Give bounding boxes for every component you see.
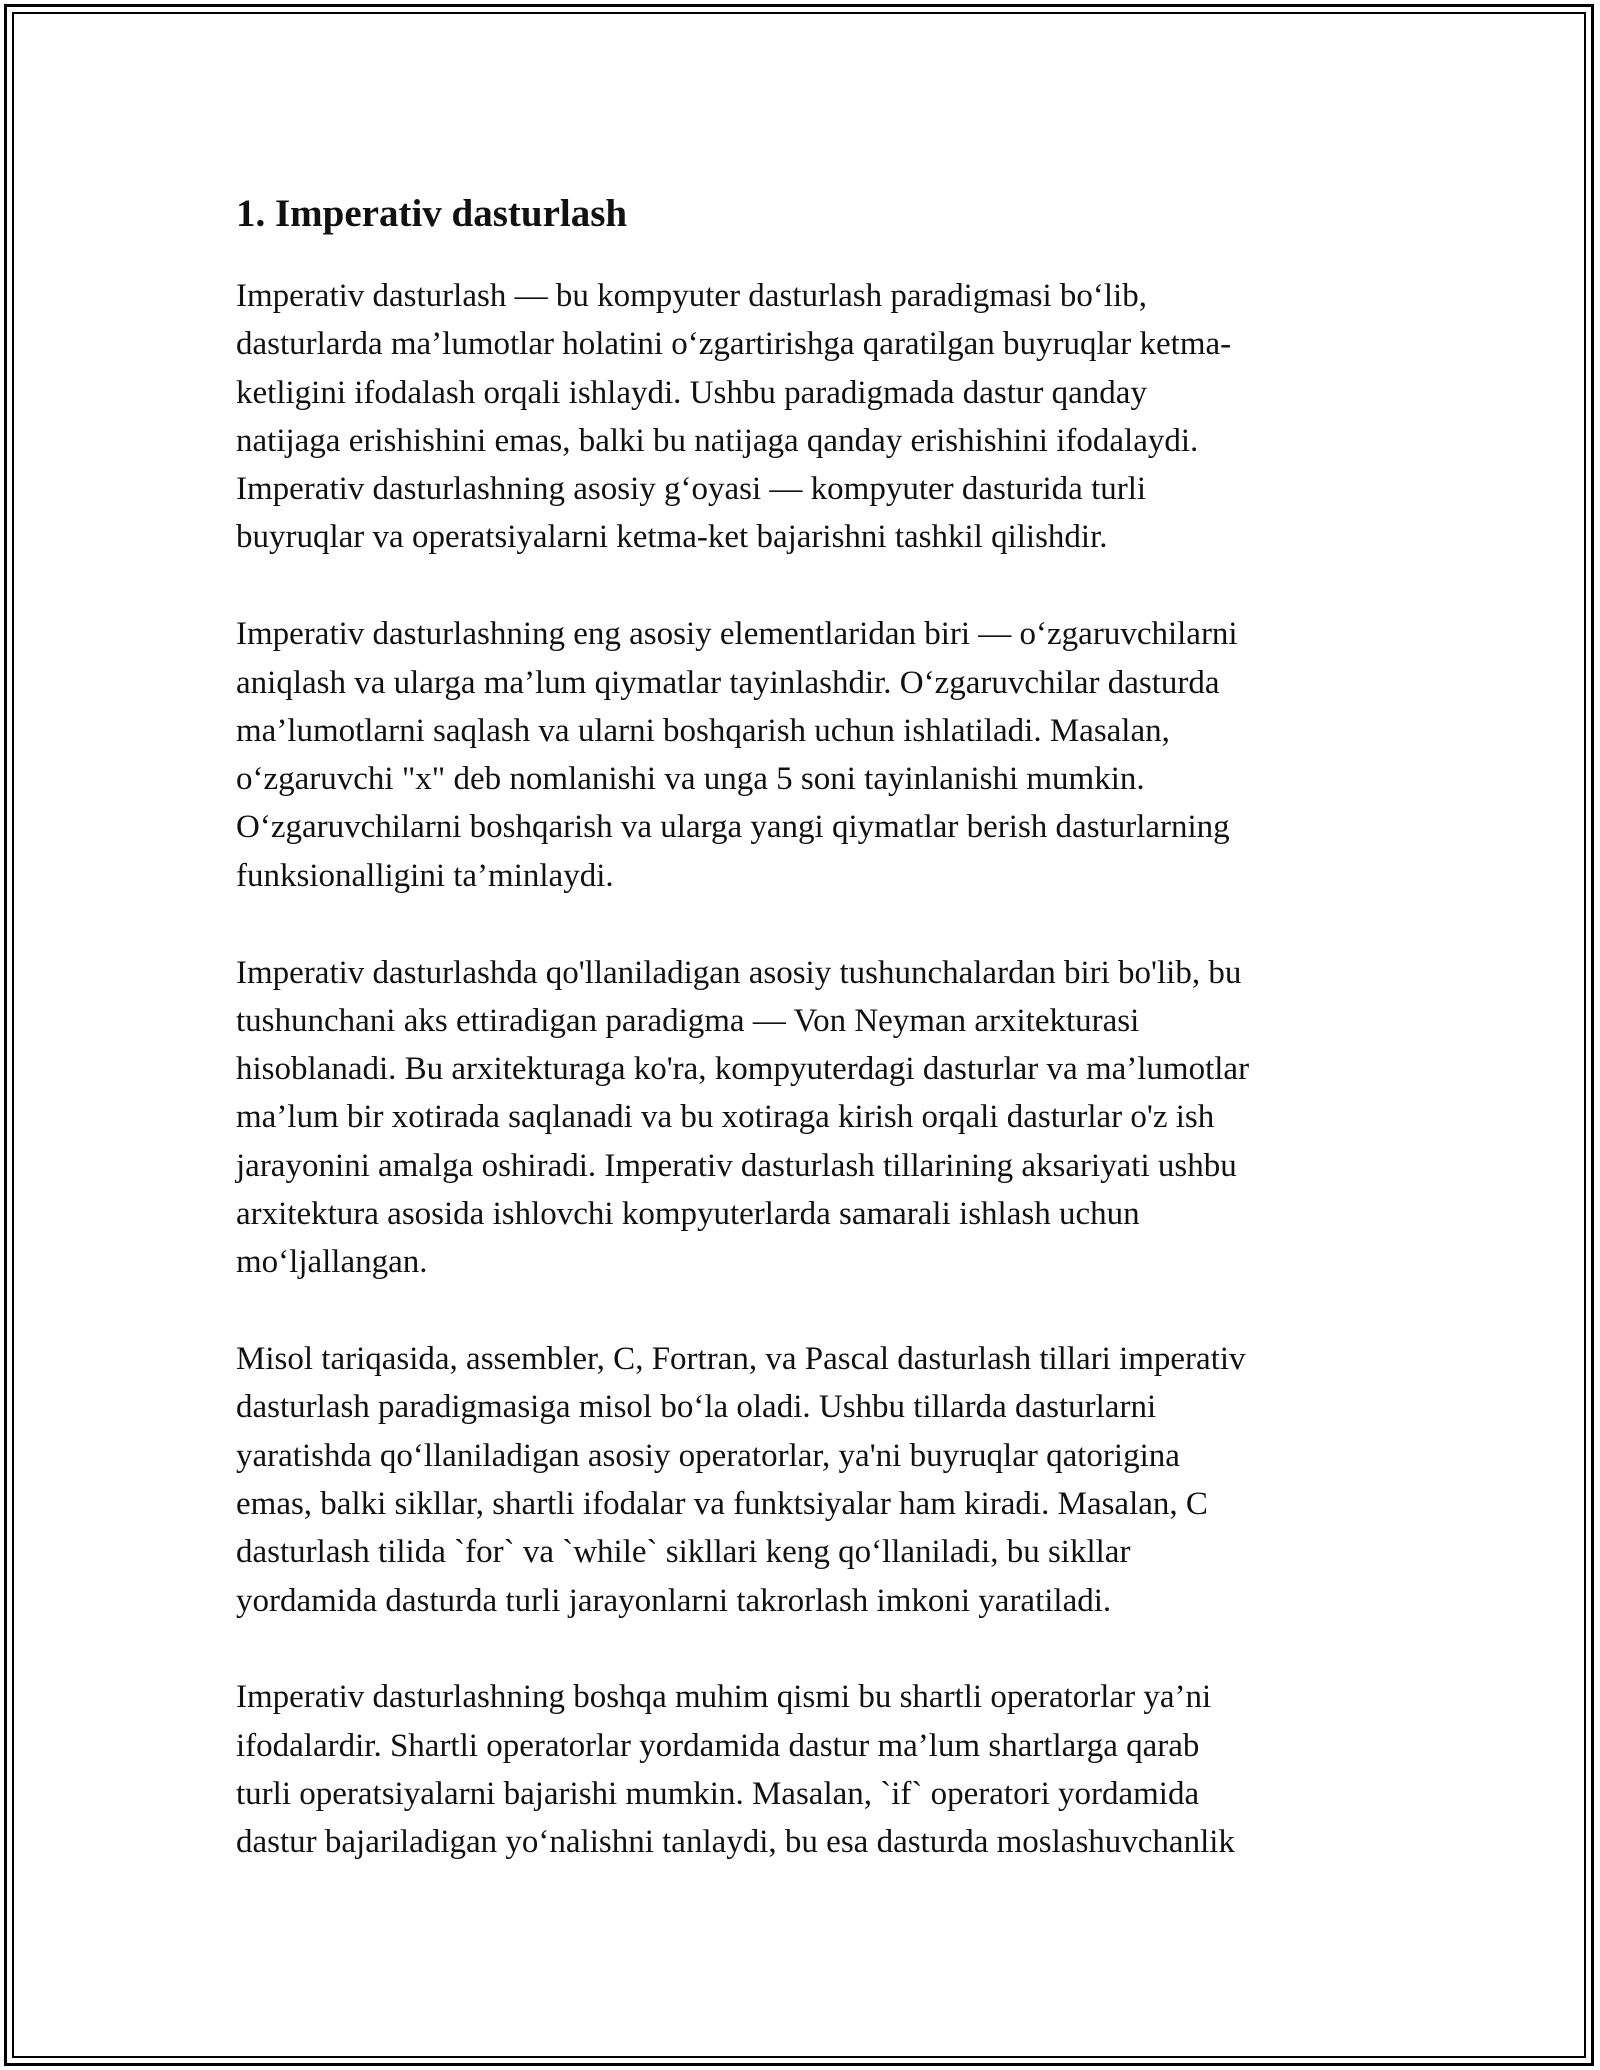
text-line: ifodalardir. Shartli operatorlar yordamida dastur ma’lum shartlarga qarab: [236, 1727, 1200, 1764]
paragraph-2: [236, 610, 1406, 900]
text-line: Misol tariqasida, assembler, C, Fortran, va Pascal dasturlash tillari imperativ: [236, 1341, 1246, 1378]
text-line: turli operatsiyalarni bajarishi mumkin. Masalan, `if` operatori yordamida: [236, 1776, 1200, 1813]
paragraph-5: [236, 1673, 1406, 1866]
text-line: O‘zgaruvchilarni boshqarish va ularga yangi qiymatlar berish dasturlarning: [236, 809, 1230, 846]
text-line: Imperativ dasturlash — bu kompyuter dasturlash paradigmasi bo‘lib,: [236, 278, 1147, 314]
text-line: dasturlash paradigmasiga misol bo‘la oladi. Ushbu tillarda dasturlarni: [236, 1389, 1157, 1426]
text-line: ma’lum bir xotirada saqlanadi va bu xotiraga kirish orqali dasturlar o'z ish: [236, 1099, 1215, 1136]
text-line: natijaga erishishini emas, balki bu natijaga qanday erishishini ifodalaydi.: [236, 422, 1199, 459]
text-line: o‘zgaruvchi "x" deb nomlanishi va unga 5 soni tayinlanishi mumkin.: [236, 761, 1145, 798]
text-line: Imperativ dasturlashning boshqa muhim qismi bu shartli operatorlar ya’ni: [236, 1679, 1212, 1716]
text-line: mo‘ljallangan.: [236, 1244, 428, 1281]
section-heading: 1. Imperativ dasturlash: [236, 192, 628, 235]
text-line: dastur bajariladigan yo‘nalishni tanlaydi, bu esa dasturda moslashuvchanlik: [236, 1824, 1235, 1861]
text-line: arxitektura asosida ishlovchi kompyuterlarda samarali ishlash uchun: [236, 1196, 1140, 1233]
text-line: dasturlash tilida `for` va `while` sikllari keng qo‘llaniladi, bu sikllar: [236, 1534, 1131, 1571]
paragraph-4: [236, 1335, 1406, 1625]
text-line: hisoblanadi. Bu arxitekturaga ko'ra, kompyuterdagi dasturlar va ma’lumotlar: [236, 1051, 1250, 1088]
text-line: aniqlash va ularga ma’lum qiymatlar tayinlashdir. O‘zgaruvchilar dasturda: [236, 664, 1220, 701]
text-line: buyruqlar va operatsiyalarni ketma-ket bajarishni tashkil qilishdir.: [236, 519, 1108, 556]
text-line: dasturlarda ma’lumotlar holatini o‘zgartirishga qaratilgan buyruqlar ketma-: [236, 326, 1232, 363]
text-line: jarayonini amalga oshiradi. Imperativ dasturlash tillarining aksariyati ushbu: [236, 1147, 1237, 1184]
text-line: yaratishda qo‘llaniladigan asosiy operatorlar, ya'ni buyruqlar qatorigina: [236, 1437, 1180, 1474]
text-line: Imperativ dasturlashda qo'llaniladigan asosiy tushunchalardan biri bo'lib, bu: [236, 954, 1242, 991]
text-line: emas, balki sikllar, shartli ifodalar va funktsiyalar ham kiradi. Masalan, C: [236, 1486, 1208, 1523]
text-line: ketligini ifodalash orqali ishlaydi. Ushbu paradigmada dastur qanday: [236, 374, 1147, 411]
text-line: ma’lumotlarni saqlash va ularni boshqarish uchun ishlatiladi. Masalan,: [236, 712, 1170, 749]
text-line: Imperativ dasturlashning asosiy g‘oyasi — kompyuter dasturida turli: [236, 471, 1147, 508]
text-line: funksionalligini ta’minlaydi.: [236, 857, 614, 894]
text-line: Imperativ dasturlashning eng asosiy elementlaridan biri — o‘zgaruvchilarni: [236, 616, 1238, 653]
text-line: yordamida dasturda turli jarayonlarni takrorlash imkoni yaratiladi.: [236, 1582, 1112, 1619]
document-page: [236, 178, 1406, 1915]
paragraph-3: [236, 949, 1406, 1287]
text-line: tushunchani aks ettiradigan paradigma — Von Neyman arxitekturasi: [236, 1002, 1140, 1039]
paragraph-1: [236, 272, 1406, 562]
